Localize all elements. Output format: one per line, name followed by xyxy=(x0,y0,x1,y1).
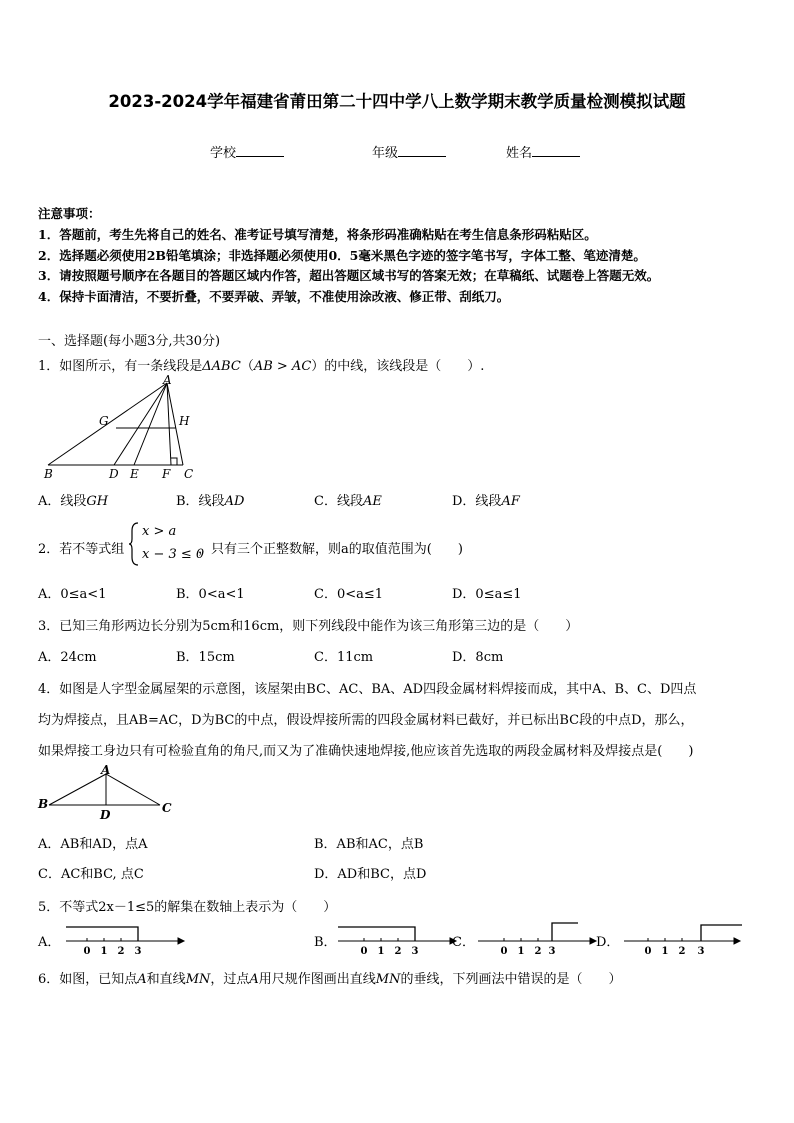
q5-option-b-key[interactable]: B． xyxy=(314,935,337,950)
q1-label-a: A xyxy=(163,374,172,387)
q5-b-tick-2: 2 xyxy=(394,946,402,957)
q5-d-tick-2: 2 xyxy=(678,946,686,957)
q3-option-c[interactable]: C．11cm xyxy=(314,650,374,665)
q2-stem-b: ，只有三个正整数解，则a的取值范围为( ) xyxy=(198,542,463,557)
q1-condition: AB > AC xyxy=(253,359,312,374)
q4-line-3: 如果焊接工身边只有可检验直角的角尺,而又为了准确快速地焊接,他应该首先选取的两段金属材料及焊接点是( ) xyxy=(38,744,694,759)
q1-option-a-key: A．线段 xyxy=(38,494,87,509)
q1-option-c[interactable] xyxy=(314,490,382,509)
name-blank[interactable] xyxy=(532,144,580,157)
q1-option-b-key: B．线段 xyxy=(176,494,225,509)
q4-label-c: C xyxy=(162,801,172,815)
q1-label-h: H xyxy=(179,414,190,428)
q3-option-d[interactable]: D．8cm xyxy=(452,650,504,665)
q5-d-tick-0: 0 xyxy=(644,946,652,957)
q1-option-b[interactable] xyxy=(176,490,244,509)
q5-a-tick-1: 1 xyxy=(100,946,108,957)
notes-heading: 注意事项： xyxy=(38,206,101,221)
q1-triangle: ΔABC xyxy=(202,359,241,374)
q4-line-2: 均为焊接点，且AB=AC，D为BC的中点，假设焊接所需的四段金属材料已截好，并已标出BC段的中点D，那么， xyxy=(38,713,694,728)
q1-segment-ae xyxy=(134,383,167,465)
q1-label-f: F xyxy=(162,467,171,481)
q1-option-b-val: AD xyxy=(224,494,245,509)
q5-c-tick-3: 3 xyxy=(548,946,556,957)
q1-option-c-val: AE xyxy=(362,494,382,509)
section-heading: 一、选择题(每小题3分,共30分) xyxy=(38,334,221,349)
q4-option-b[interactable]: B．AB和AC，点B xyxy=(314,837,424,852)
q4-label-d: D xyxy=(100,808,111,822)
q3-option-a[interactable]: A．24cm xyxy=(38,650,97,665)
note-item-4: 4．保持卡面清洁，不要折叠，不要弄破、弄皱，不准使用涂改液、修正带、刮纸刀。 xyxy=(38,289,510,304)
q2-option-d[interactable]: D．0≤a≤1 xyxy=(452,587,522,602)
q5-stem: 5．不等式2x－1≤5的解集在数轴上表示为（ ） xyxy=(38,900,337,915)
q5-option-b-numberline[interactable] xyxy=(334,919,460,959)
q5-b-tick-0: 0 xyxy=(360,946,368,957)
q1-right-angle-mark xyxy=(171,458,177,465)
q5-option-a-numberline[interactable] xyxy=(62,919,188,959)
name-label: 姓名 xyxy=(506,146,533,161)
q4-figure xyxy=(34,762,184,822)
q2-condition-2: x − 3 ≤ 0 xyxy=(142,547,205,562)
q3-stem: 3．已知三角形两边长分别为5cm和16cm，则下列线段中能作为该三角形第三边的是（ ） xyxy=(38,619,579,634)
q4-option-d[interactable]: D．AD和BC，点D xyxy=(314,867,427,882)
q1-segment-ad xyxy=(114,383,167,465)
q2-stem-a: 2．若不等式组 xyxy=(38,542,125,557)
grade-field xyxy=(372,142,446,161)
q2-option-a[interactable]: A．0≤a<1 xyxy=(38,587,107,602)
q1-label-e: E xyxy=(130,467,139,481)
q1-stem-b: （ xyxy=(240,359,254,374)
q5-option-d-key[interactable]: D． xyxy=(596,935,620,950)
q1-stem xyxy=(38,355,484,374)
q2-option-c[interactable]: C．0<a≤1 xyxy=(314,587,384,602)
q4-beam-ac xyxy=(106,774,160,805)
q1-option-c-key: C．线段 xyxy=(314,494,363,509)
q6-stem-d: 用尺规作图画出直线 xyxy=(258,972,376,987)
q1-option-d-key: D．线段 xyxy=(452,494,502,509)
q2-option-b[interactable]: B．0<a<1 xyxy=(176,587,245,602)
q6-stem-e: 的垂线，下列画法中错误的是（ ） xyxy=(400,972,622,987)
school-label: 学校 xyxy=(210,146,237,161)
q5-option-a-key[interactable]: A． xyxy=(38,935,61,950)
q4-option-c[interactable]: C．AC和BC, 点C xyxy=(38,867,144,882)
q1-option-a[interactable] xyxy=(38,490,108,509)
q1-figure xyxy=(30,374,210,482)
q5-c-tick-0: 0 xyxy=(500,946,508,957)
q4-beam-ba xyxy=(49,774,106,805)
q1-option-a-val: GH xyxy=(86,494,109,509)
q5-option-d-numberline[interactable] xyxy=(620,919,746,959)
q5-a-tick-2: 2 xyxy=(117,946,125,957)
q5-option-c-key[interactable]: C． xyxy=(452,935,475,950)
q1-label-d: D xyxy=(109,467,119,481)
q2-brace xyxy=(128,521,140,567)
q1-option-d[interactable] xyxy=(452,490,520,509)
q5-option-c-numberline[interactable] xyxy=(474,919,600,959)
grade-label: 年级 xyxy=(372,146,399,161)
q1-stem-a: 1．如图所示，有一条线段是 xyxy=(38,359,203,374)
q6-stem-b: 和直线 xyxy=(146,972,186,987)
q5-b-tick-1: 1 xyxy=(377,946,385,957)
q1-label-b: B xyxy=(44,467,53,481)
q1-label-g: G xyxy=(99,414,109,428)
school-field xyxy=(210,142,284,161)
q5-b-tick-3: 3 xyxy=(411,946,419,957)
q5-a-tick-0: 0 xyxy=(83,946,91,957)
note-item-1: 1．答题前，考生先将自己的姓名、准考证号填写清楚，将条形码准确粘贴在考生信息条形码粘贴区。 xyxy=(38,227,597,242)
q5-a-tick-3: 3 xyxy=(134,946,142,957)
q4-label-b: B xyxy=(38,797,49,811)
q6-point-a-2: A xyxy=(249,972,259,987)
grade-blank[interactable] xyxy=(398,144,446,157)
q6-line-mn-2: MN xyxy=(375,972,401,987)
q4-label-a: A xyxy=(101,763,111,777)
page-title: 2023-2024学年福建省莆田第二十四中学八上数学期末教学质量检测模拟试题 xyxy=(108,92,686,111)
q1-label-c: C xyxy=(184,467,194,481)
q6-line-mn: MN xyxy=(185,972,211,987)
q1-option-d-val: AF xyxy=(501,494,520,509)
q1-stem-c: ）的中线，该线段是（ ）. xyxy=(311,359,485,374)
q5-c-tick-1: 1 xyxy=(517,946,525,957)
q6-stem xyxy=(38,968,622,987)
q4-option-a[interactable]: A．AB和AD，点A xyxy=(38,837,148,852)
q2-condition-1: x > a xyxy=(142,524,177,539)
q5-c-tick-2: 2 xyxy=(534,946,542,957)
q3-option-b[interactable]: B．15cm xyxy=(176,650,235,665)
q4-line-1: 4．如图是人字型金属屋架的示意图，该屋架由BC、AC、BA、AD四段金属材料焊接而成，其中A、B、C、D四点 xyxy=(38,682,697,697)
name-field xyxy=(506,142,580,161)
q6-point-a: A xyxy=(137,972,147,987)
q5-d-tick-1: 1 xyxy=(661,946,669,957)
q6-stem-a: 6．如图，已知点 xyxy=(38,972,138,987)
school-blank[interactable] xyxy=(236,144,284,157)
q5-d-tick-3: 3 xyxy=(697,946,705,957)
note-item-2: 2．选择题必须使用2B铅笔填涂；非选择题必须使用0．5毫米黑色字迹的签字笔书写，字体工整、笔迹清楚。 xyxy=(38,248,646,263)
note-item-3: 3．请按照题号顺序在各题目的答题区域内作答，超出答题区域书写的答案无效；在草稿纸、试题卷上答题无效。 xyxy=(38,268,660,283)
q6-stem-c: ，过点 xyxy=(210,972,250,987)
